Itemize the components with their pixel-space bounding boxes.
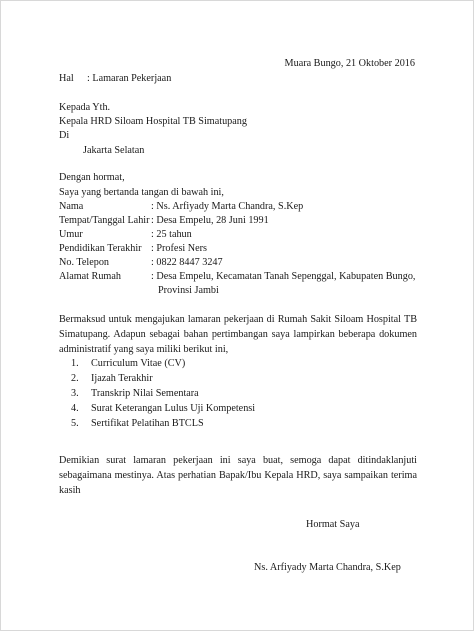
- identity-label: Nama: [59, 201, 84, 212]
- list-item: [71, 357, 255, 372]
- identity-value: : 0822 8447 3247: [151, 257, 223, 268]
- list-text: Ijazah Terakhir: [91, 373, 153, 384]
- identity-label: Pendidikan Terakhir: [59, 243, 142, 254]
- greeting: Dengan hormat,: [59, 172, 125, 183]
- recipient-city: Jakarta Selatan: [83, 145, 145, 156]
- identity-row-address: [59, 270, 419, 298]
- identity-row-name: [59, 200, 419, 214]
- identity-row-phone: [59, 256, 419, 270]
- subject-line: [59, 72, 171, 86]
- identity-value: : Ns. Arfiyady Marta Chandra, S.Kep: [151, 201, 304, 212]
- address-line-1: : Desa Empelu, Kecamatan Tanah Sepenggal, Kabupaten Bungo,: [151, 271, 416, 282]
- list-text: Curriculum Vitae (CV): [91, 358, 186, 369]
- list-text: Surat Keterangan Lulus Uji Kompetensi: [91, 403, 256, 414]
- list-text: Transkrip Nilai Sementara: [91, 388, 199, 399]
- list-number: 5.: [71, 418, 79, 429]
- identity-value: : 25 tahun: [151, 229, 192, 240]
- recipient-title: Kepala HRD Siloam Hospital TB Simatupang: [59, 116, 247, 127]
- list-item: [71, 387, 255, 402]
- body-paragraph-1: Bermaksud untuk mengajukan lamaran pekerjaan di Rumah Sakit Siloam Hospital TB Simatupang. Adapun sebagai bahan pertimbangan saya lampirkan beberapa dokumen administratif yang saya miliki berikut ini,: [59, 314, 417, 355]
- list-item: [71, 417, 255, 432]
- subject-label: Hal: [59, 73, 74, 84]
- list-number: 4.: [71, 403, 79, 414]
- identity-value: : Profesi Ners: [151, 243, 208, 254]
- list-item: [71, 372, 255, 387]
- intro-text: Saya yang bertanda tangan di bawah ini,: [59, 187, 224, 198]
- body-paragraph-2: Demikian surat lamaran pekerjaan ini saya buat, semoga dapat ditindaklanjuti sebagaimana mestinya. Atas perhatian Bapak/Ibu Kepala HRD, saya sampaikan terima kasih: [59, 455, 417, 496]
- list-number: 2.: [71, 373, 79, 384]
- identity-label: No. Telepon: [59, 257, 110, 268]
- document-list: [71, 357, 255, 432]
- recipient-di: Di: [59, 130, 70, 141]
- identity-value: [151, 270, 419, 298]
- subject-text: : Lamaran Pekerjaan: [87, 73, 172, 84]
- address-line-2: Provinsi Jambi: [158, 285, 219, 296]
- recipient-salutation: Kepada Yth.: [59, 102, 111, 113]
- identity-label: Alamat Rumah: [59, 271, 121, 282]
- place-date: Muara Bungo, 21 Oktober 2016: [284, 58, 415, 69]
- identity-row-birth: [59, 214, 419, 228]
- identity-row-age: [59, 228, 419, 242]
- closing-text: Hormat Saya: [306, 519, 360, 530]
- list-number: 1.: [71, 358, 79, 369]
- list-text: Sertifikat Pelatihan BTCLS: [91, 418, 204, 429]
- list-number: 3.: [71, 388, 79, 399]
- identity-value: : Desa Empelu, 28 Juni 1991: [151, 215, 269, 226]
- signer-name: Ns. Arfiyady Marta Chandra, S.Kep: [254, 562, 401, 573]
- list-item: [71, 402, 255, 417]
- identity-table: [59, 200, 419, 298]
- identity-label: Tempat/Tanggal Lahir: [59, 215, 150, 226]
- identity-row-education: [59, 242, 419, 256]
- identity-label: Umur: [59, 229, 83, 240]
